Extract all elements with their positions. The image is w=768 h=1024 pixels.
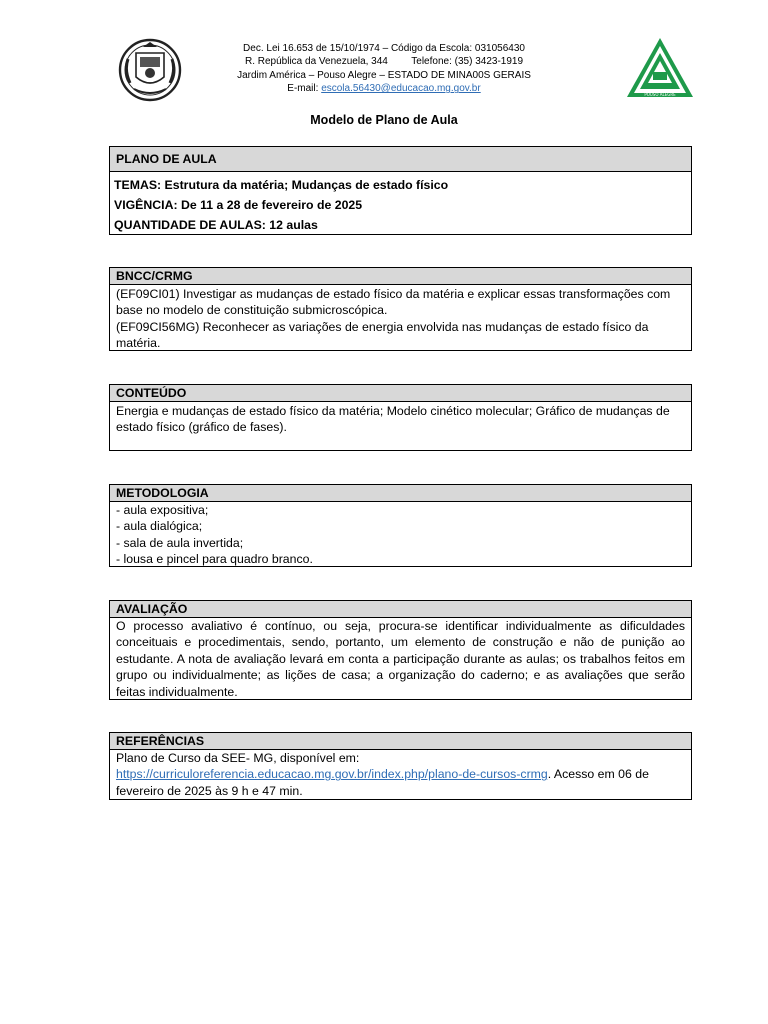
bncc-box: [109, 267, 692, 351]
email-line: [200, 82, 568, 95]
list-item: - lousa e pincel para quadro branco.: [116, 552, 313, 567]
methodology-box: [109, 484, 692, 567]
curriculum-link[interactable]: https://curriculoreferencia.educacao.mg.gov.br/index.php/plano-de-cursos-crmg: [116, 767, 548, 782]
plan-heading: PLANO DE AULA: [110, 147, 691, 172]
bncc-skill-2: (EF09CI56MG) Reconhecer as variações de energia envolvida nas mudanças de estado físico da matéria.: [116, 319, 649, 351]
address: R. República da Venezuela, 344: [244, 56, 388, 68]
methodology-heading: METODOLOGIA: [110, 485, 691, 502]
list-item: - aula expositiva;: [116, 503, 209, 517]
state-coat-of-arms-seal: [116, 37, 184, 103]
bncc-skill-1: (EF09CI01) Investigar as mudanças de estado físico da matéria e explicar essas transformações com base no modelo de constituição submicroscópica.: [116, 287, 671, 318]
references-body: [110, 750, 691, 801]
plan-validity: VIGÊNCIA: De 11 a 28 de fevereiro de 2025: [114, 198, 363, 212]
document-title: Modelo de Plano de Aula: [310, 113, 458, 127]
logo-caption: POUSO ALEGRE: [644, 92, 676, 97]
plan-themes: TEMAS: Estrutura da matéria; Mudanças de estado físico: [114, 178, 449, 192]
content-box: [109, 384, 692, 451]
plan-box: [109, 146, 692, 235]
decree-line: Dec. Lei 16.653 de 15/10/1974 – Código da Escola: 031056430: [243, 43, 525, 54]
references-intro: Plano de Curso da SEE- MG, disponível em:: [116, 751, 360, 765]
evaluation-text: O processo avaliativo é contínuo, ou seja, procura-se identificar individualmente as dificuldades conceituais e procedimentais, sendo, portanto, um elemento de construção e não de punição ao estudante. A nota de avaliação levará em conta a participação durante as aulas; os trabalhos feitos em grupo ou individualmente; as lições de casa; a organização do caderno; e as avaliações que serão feitas individualmente.: [116, 619, 685, 699]
references-citation: [116, 766, 685, 799]
evaluation-box: [109, 600, 692, 700]
email-label: E-mail:: [287, 83, 319, 95]
content-heading: CONTEÚDO: [110, 385, 691, 402]
list-item: - aula dialógica;: [116, 519, 203, 534]
references-heading: REFERÊNCIAS: [110, 733, 691, 750]
plan-details: [110, 172, 691, 238]
evaluation-heading: AVALIAÇÃO: [110, 601, 691, 618]
location-line: Jardim América – Pouso Alegre – ESTADO DE MINA00S GERAIS: [237, 69, 531, 81]
phone: Telefone: (35) 3423-1919: [411, 56, 524, 68]
access-date: . Acesso em 06 de fevereiro de 2025 às 9 h e 47 min.: [116, 767, 649, 798]
bncc-body: [110, 285, 691, 354]
address-line: [200, 55, 568, 68]
email-link[interactable]: escola.56430@educacao.mg.gov.br: [321, 83, 481, 95]
school-triangle-logo: [625, 36, 695, 100]
list-item: - sala de aula invertida;: [116, 535, 244, 550]
letterhead: [200, 42, 568, 96]
methodology-list: [110, 502, 691, 570]
references-box: [109, 732, 692, 800]
plan-class-count: QUANTIDADE DE AULAS: 12 aulas: [114, 218, 318, 232]
bncc-heading: BNCC/CRMG: [110, 268, 691, 285]
content-text: Energia e mudanças de estado físico da matéria; Modelo cinético molecular; Gráfico de mudanças de estado físico (gráfico de fases).: [116, 404, 670, 435]
